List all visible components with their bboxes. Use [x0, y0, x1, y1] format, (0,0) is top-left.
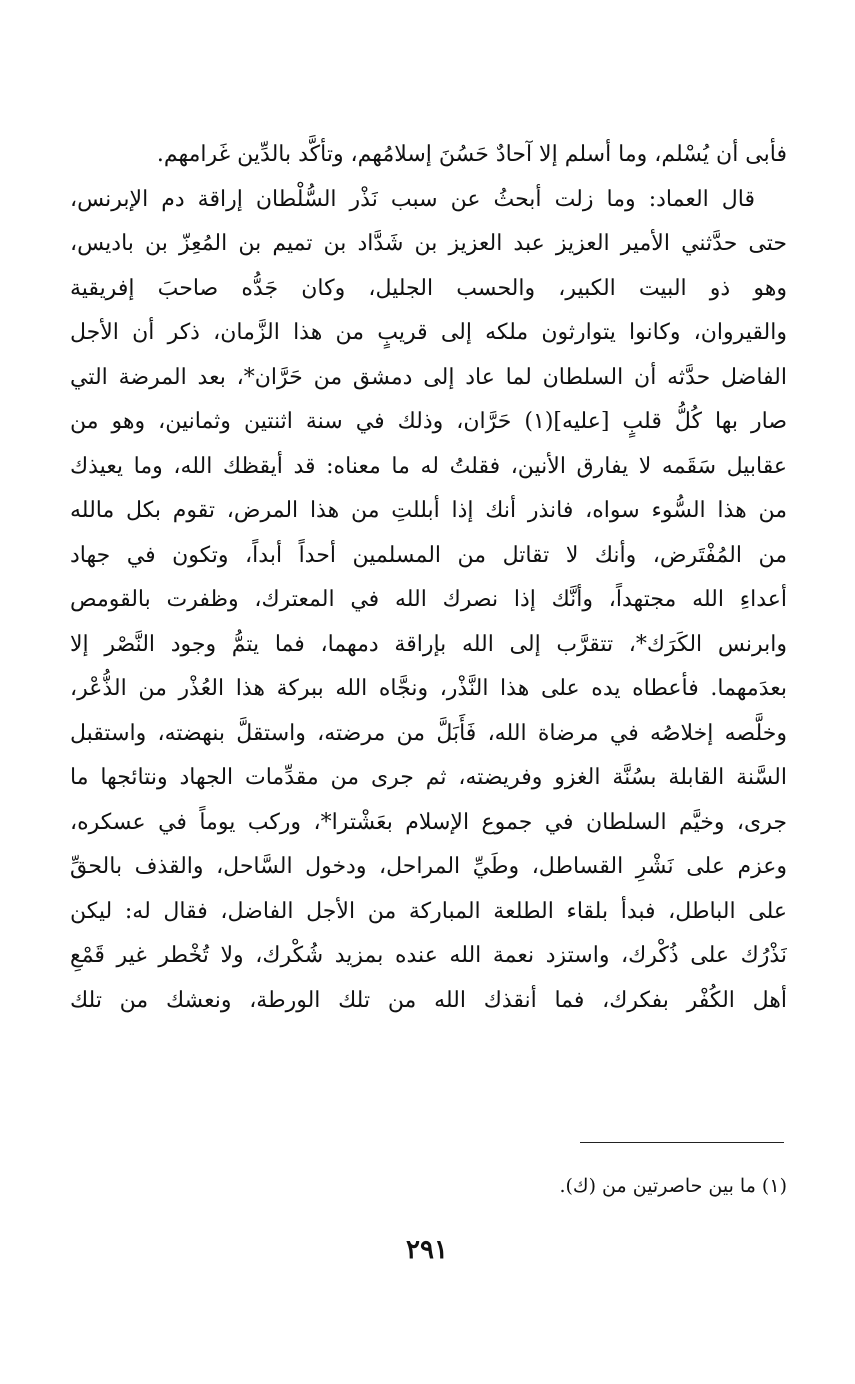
text-line: وخلَّصه إخلاصُه في مرضاة الله، فَأَبَلَّ من مرضته، واستقلَّ بنهضته، واستقبل: [70, 720, 787, 746]
text-line: فأبى أن يُسْلم، وما أسلم إلا آحادٌ حَسُنَ إسلامُهم، وتأكَّد بالدِّين غَرامهم.: [156, 142, 787, 167]
text-line: الفاضل حدَّثه أن السلطان لما عاد إلى دمشق من حَرَّان*، بعد المرضة التي: [70, 364, 787, 390]
text-line: وعزم على نَشْرِ القساطل، وطَيِّ المراحل، ودخول السَّاحل، والقذف بالحقِّ: [70, 854, 787, 879]
text-line: صار بها كُلُّ قلبٍ [عليه](١) حَرَّان، وذلك في سنة اثنتين وثمانين، وهو من: [70, 409, 787, 434]
text-line: عقابيل سَقَمه لا يفارق الأنين، فقلتُ له ما معناه: قد أيقظك الله، وما يعيذك: [70, 453, 787, 479]
text-line: قال العماد: وما زلت أبحثُ عن سبب نَذْر السُّلْطان إراقة دم الإبرنس،: [70, 186, 755, 212]
text-line: على الباطل، فبدأ بلقاء الطلعة المباركة من الأجل الفاضل، فقال له: ليكن: [70, 898, 787, 924]
page-number: ٢٩١: [406, 1235, 448, 1265]
footnote-separator: [580, 1142, 784, 1143]
text-line: جرى، وخيَّم السلطان في جموع الإسلام بعَشْترا*، وركب يوماً في عسكره،: [70, 809, 787, 835]
text-line: من المُفْتَرض، وأنك لا تقاتل من المسلمين أحداً أبداً، وتكون في جهاد: [70, 542, 787, 568]
text-line: نَذْرُك على ذُكْرك، واستزد نعمة الله عنده بمزيد شُكْرك، ولا تُخْطر غير قَمْعِ: [70, 943, 787, 968]
text-line: حتى حدَّثني الأمير العزيز عبد العزيز بن شَدَّاد بن تميم بن المُعِزّ بن باديس،: [70, 231, 787, 256]
text-line: وابرنس الكَرَك*، تتقرَّب إلى الله بإراقة دمهما، فما يتمُّ وجود النَّصْر إلا: [70, 631, 787, 657]
text-line: والقيروان، وكانوا يتوارثون ملكه إلى قريبٍ من هذا الزَّمان، ذكر أن الأجل: [70, 320, 787, 345]
text-line: السَّنة القابلة بسُنَّة الغزو وفريضته، ثم جرى من مقدِّمات الجهاد ونتائجها ما: [70, 765, 787, 790]
text-line: بعدَمهما. فأعطاه يده على هذا النَّذْر، ونجَّاه الله ببركة هذا العُذْر من الذُّعْر،: [70, 676, 787, 701]
body-text: [70, 133, 787, 1023]
text-line: أعداءِ الله مجتهداً، وأنَّك إذا نصرك الله في المعترك، وظفرت بالقومص: [70, 587, 787, 612]
text-line: من هذا السُّوء سواه، فانذر أنك إذا أبللتِ من هذا المرض، تقوم بكل مالله: [70, 498, 787, 523]
text-line: أهل الكُفْر بفكرك، فما أنقذك الله من تلك الورطة، ونعشك من تلك: [70, 987, 787, 1013]
text-line: وهو ذو البيت الكبير، والحسب الجليل، وكان جَدُّه صاحبَ إفريقية: [70, 275, 787, 301]
footnote: (١) ما بين حاصرتين من (ك).: [559, 1175, 787, 1197]
